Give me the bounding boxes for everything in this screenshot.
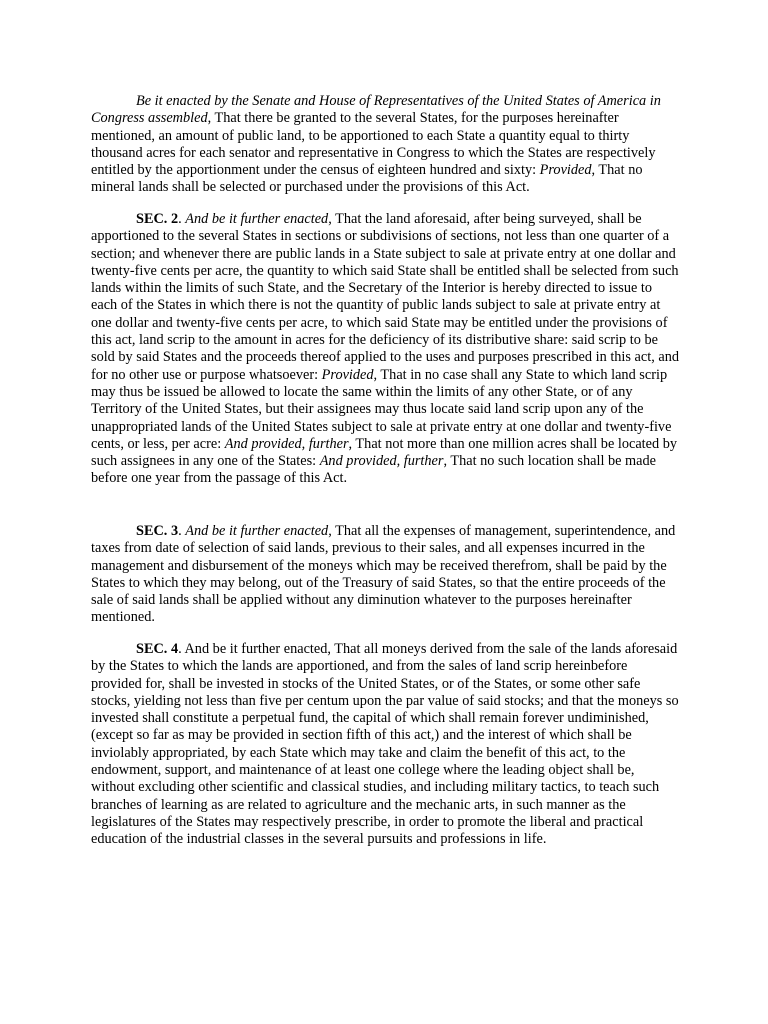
section-2-provided: Provided	[321, 366, 374, 383]
section-4-label: SEC. 4	[136, 641, 179, 657]
enacting-clause: Be it enacted by the Senate and House of Representatives of the United States of America in Congress assembled	[91, 93, 661, 127]
section-2-provided-further-1: And provided, further	[224, 435, 349, 452]
section-3-enacting: And be it further enacted	[185, 523, 329, 539]
preamble-paragraph	[91, 93, 681, 197]
proviso-provided: Provided	[539, 162, 592, 179]
preamble-text-2: , That no mineral lands shall be selected or purchased under the provisions of this Act.	[91, 162, 643, 196]
section-2-text-4: , That no such location shall be made before one year from the passage of this Act.	[91, 453, 657, 487]
section-3-sep: .	[178, 523, 186, 539]
section-2-provided-further-2: And provided, further	[319, 453, 444, 470]
section-4-paragraph	[91, 641, 681, 849]
section-2-text-2: , That in no case shall any State to which land scrip may thus be issued be allowed to locate the same within the limits of any other State, or of any Territory of the United States, but their assignees may thus locate said land scrip upon any of the unappropriated lands of the United States subject to sale at private entry at one dollar and twenty-five cents, or less, per acre:	[91, 366, 672, 452]
section-2-label: SEC. 2	[136, 211, 179, 227]
section-3-text-1: , That all the expenses of management, superintendence, and taxes from date of selection of said lands, previous to their sales, and all expenses incurred in the management and disbursement of the moneys which may be received therefrom, shall be paid by the States to which they may belong, out of the Treasury of said States, so that the entire proceeds of the sale of said lands shall be applied without any diminution whatever to the purposes hereinafter mentioned.	[91, 523, 676, 626]
section-3-label: SEC. 3	[136, 523, 179, 539]
section-2-paragraph	[91, 211, 681, 488]
section-3-paragraph	[91, 523, 681, 627]
section-2-text-1: , That the land aforesaid, after being surveyed, shall be apportioned to the several States in sections or subdivisions of sections, not less than one quarter of a section; and whenever there are public lands in a State subject to sale at private entry at one dollar and twenty-five cents per acre, the quantity to which said State shall be entitled shall be selected from such lands within the limits of such State, and the Secretary of the Interior is hereby directed to issue to each of the States in which there is not the quantity of public lands subject to sale at private entry at one dollar and twenty-five cents per acre, to which said State may be entitled under the provisions of this act, land scrip to the amount in acres for the deficiency of its distributive share: said scrip to be sold by said States and the proceeds thereof applied to the uses and purposes prescribed in this act, and for no other use or purpose whatsoever:	[91, 211, 680, 383]
section-2-sep: .	[178, 211, 186, 227]
section-4-text-1: . And be it further enacted, That all moneys derived from the sale of the lands aforesaid by the States to which the lands are apportioned, and from the sales of land scrip hereinbefore provided for, shall be invested in stocks of the United States, or of the States, or some other safe stocks, yielding not less than five per centum upon the par value of said stocks; and that the moneys so invested shall constitute a perpetual fund, the capital of which shall remain forever undiminished, (except so far as may be provided in section fifth of this act,) and the interest of which shall be inviolably appropriated, by each State which may take and claim the benefit of this act, to the endowment, support, and maintenance of at least one college where the leading object shall be, without excluding other scientific and classical studies, and including military tactics, to teach such branches of learning as are related to agriculture and the mechanic arts, in such manner as the legislatures of the States may respectively prescribe, in order to promote the liberal and practical education of the industrial classes in the several pursuits and professions in life.	[91, 641, 679, 848]
section-2-enacting: And be it further enacted	[185, 211, 329, 227]
preamble-text-1: , That there be granted to the several States, for the purposes hereinafter mentioned, an amount of public land, to be apportioned to each State a quantity equal to thirty thousand acres for each senator and representative in Congress to which the States are respectively entitled by the apportionment under the census of eighteen hundred and sixty:	[91, 110, 656, 179]
section-2-text-3: , That not more than one million acres shall be located by such assignees in any one of the States:	[91, 435, 678, 470]
